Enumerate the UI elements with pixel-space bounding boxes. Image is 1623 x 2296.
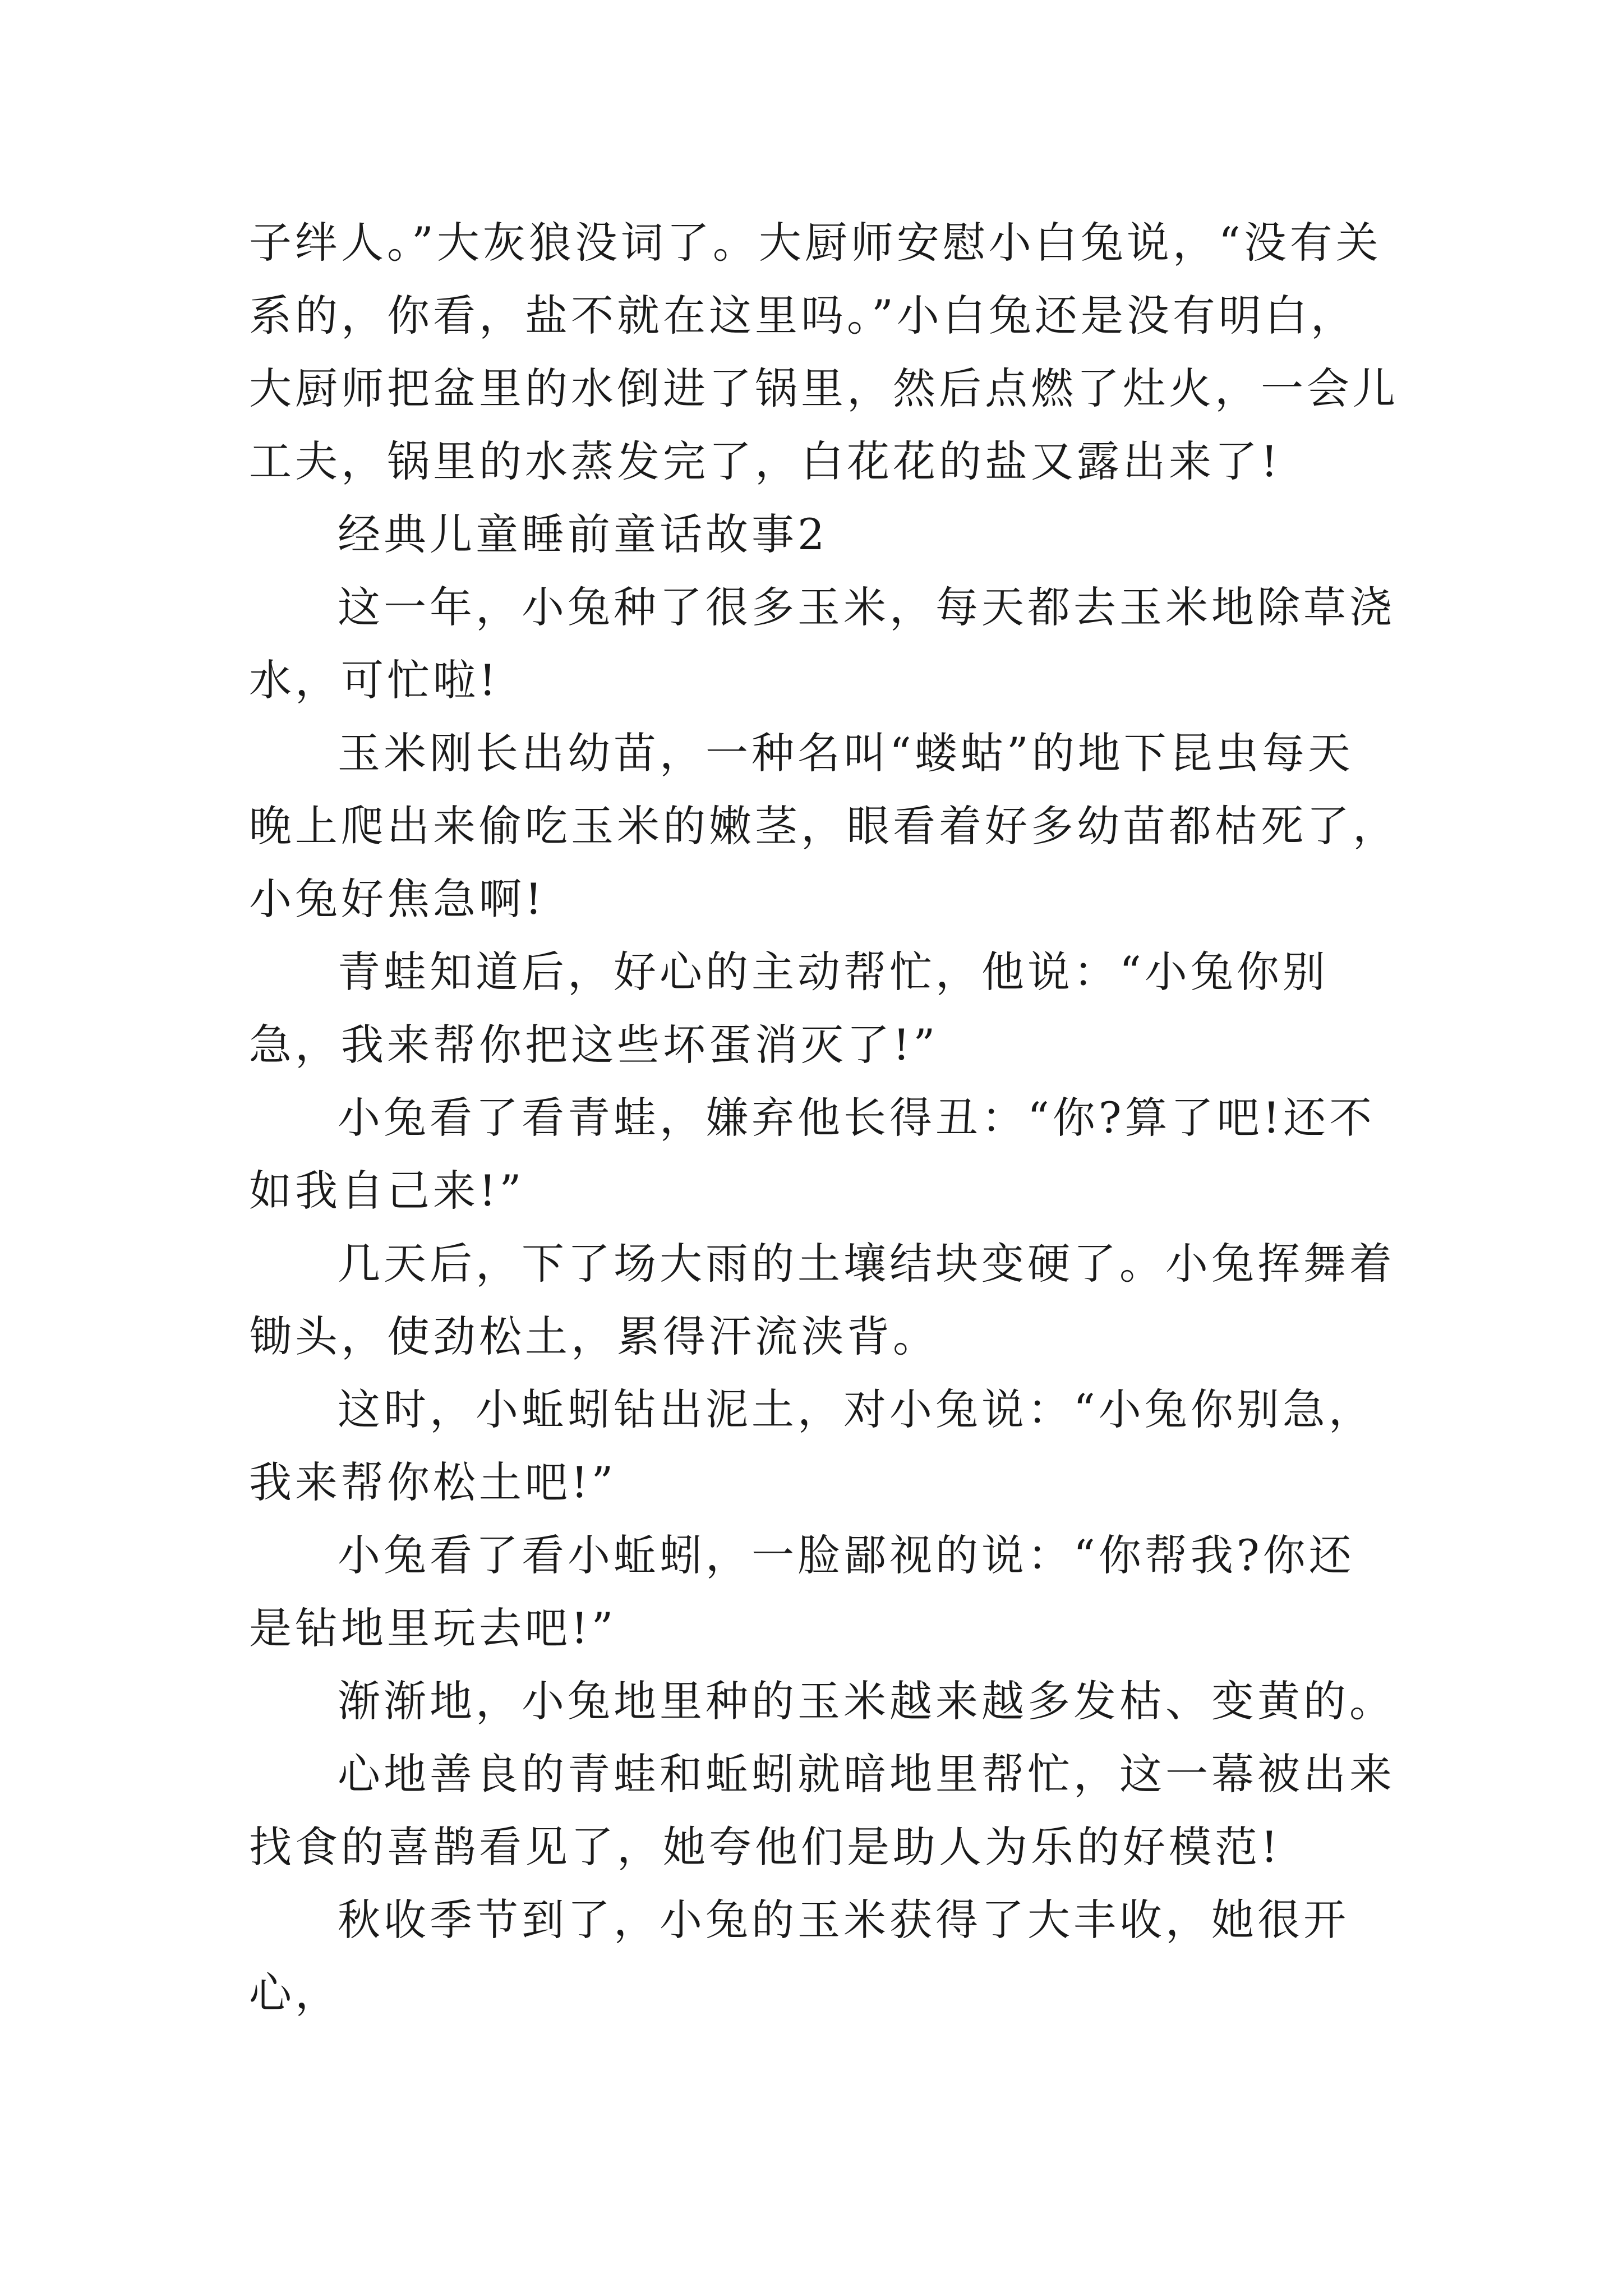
paragraph: 小兔看了看青蛙，嫌弃他长得丑：“你?算了吧!还不如我自己来!” <box>249 1093 1376 1216</box>
paragraph: 几天后，下了场大雨的土壤结块变硬了。小兔挥舞着锄头，使劲松土，累得汗流浃背。 <box>249 1239 1395 1361</box>
paragraph: 青蛙知道后，好心的主动帮忙，他说：“小兔你别急，我来帮你把这些坏蛋消灭了!” <box>249 947 1329 1070</box>
document-body <box>249 206 1399 2030</box>
paragraph: 秋收季节到了，小兔的玉米获得了大丰收，她很开心， <box>249 1895 1349 2018</box>
paragraph: 这一年，小兔种了很多玉米，每天都去玉米地除草浇水，可忙啦! <box>249 582 1395 705</box>
paragraph: 心地善良的青蛙和蚯蚓就暗地里帮忙，这一幕被出来找食的喜鹊看见了，她夸他们是助人为乐的好模范! <box>249 1749 1395 1872</box>
paragraph-continuation: 子绊人。”大灰狼没词了。大厨师安慰小白兔说，“没有关系的，你看，盐不就在这里吗。”小白兔还是没有明白，大厨师把盆里的水倒进了锅里，然后点燃了灶火，一会儿工夫，锅里的水蒸发完了，白花花的盐又露出来了! <box>249 218 1399 486</box>
paragraph: 这时，小蚯蚓钻出泥土，对小兔说：“小兔你别急，我来帮你松土吧!” <box>249 1384 1375 1507</box>
paragraph: 渐渐地，小兔地里种的玉米越来越多发枯、变黄的。 <box>338 1676 1395 1726</box>
paragraph: 玉米刚长出幼苗，一种名叫“蝼蛄”的地下昆虫每天晚上爬出来偷吃玉米的嫩茎，眼看着好多幼苗都枯死了，小兔好焦急啊! <box>249 728 1399 924</box>
paragraph: 小兔看了看小蚯蚓，一脸鄙视的说：“你帮我?你还是钻地里玩去吧!” <box>249 1530 1355 1653</box>
story-heading: 经典儿童睡前童话故事2 <box>338 509 828 559</box>
